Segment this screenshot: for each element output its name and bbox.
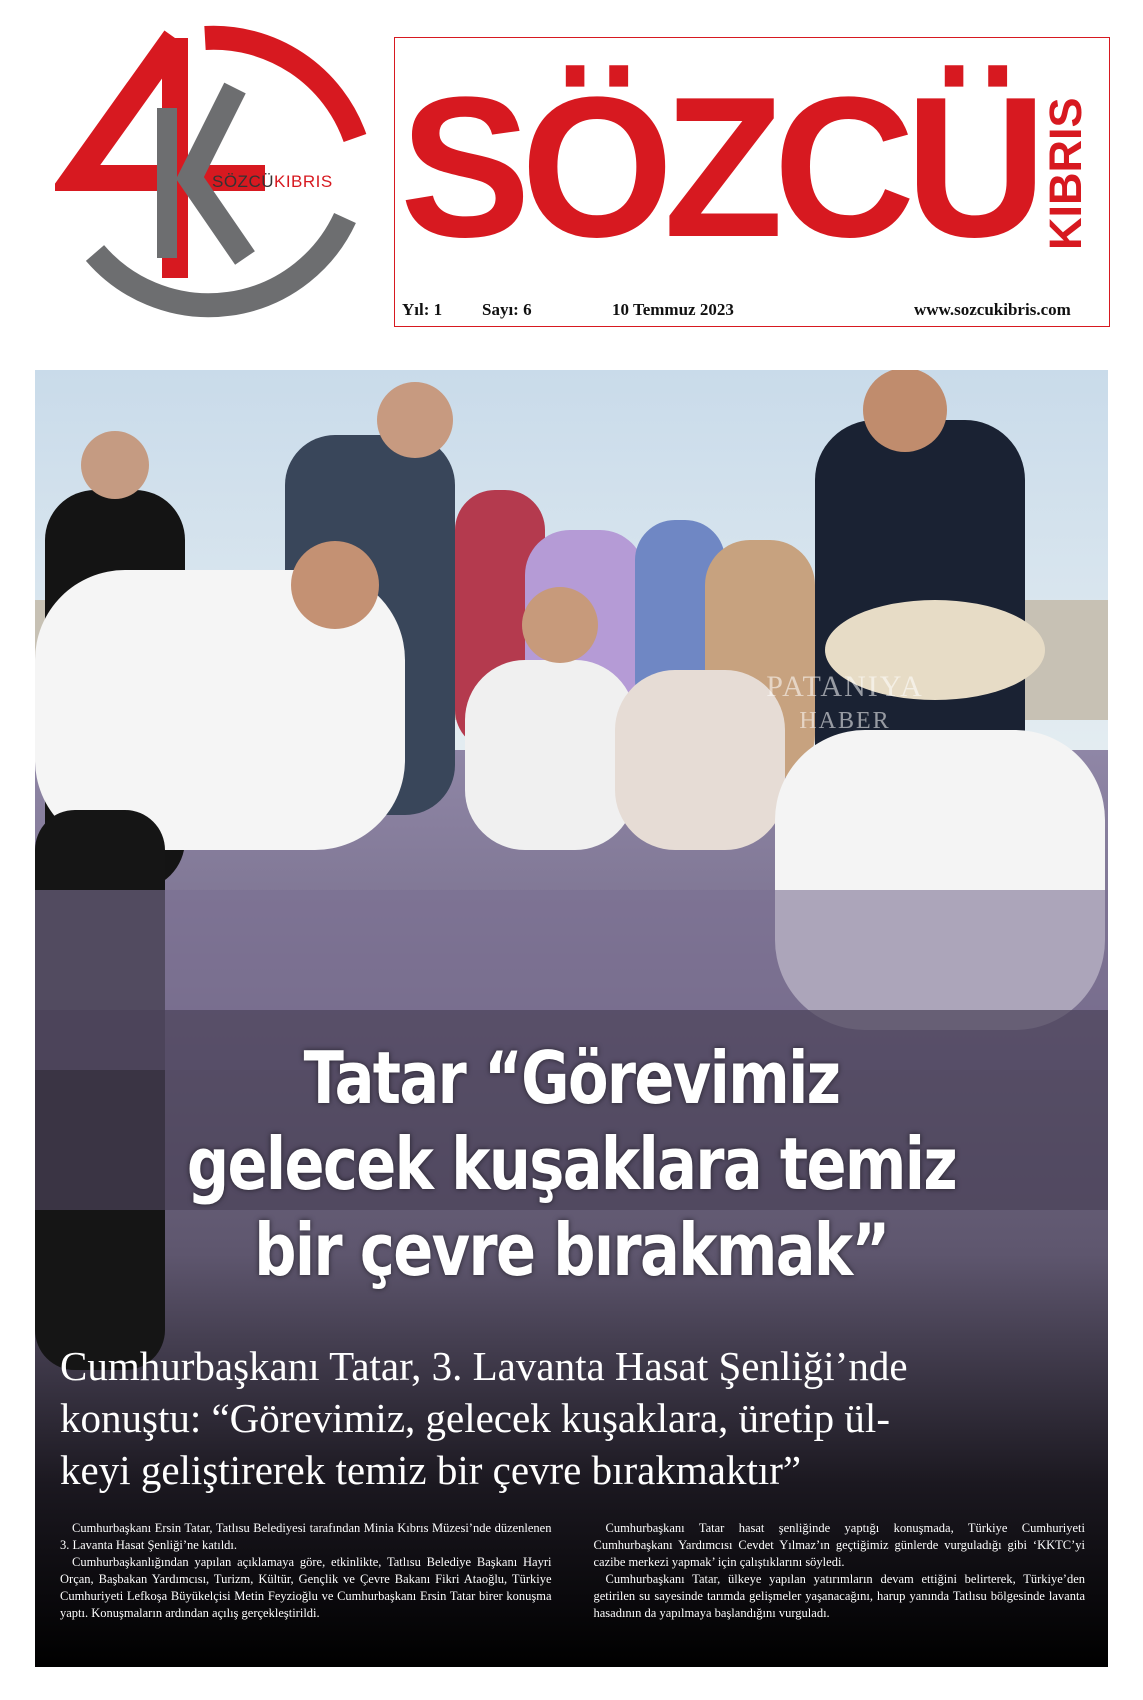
headline-line-3: bir çevre bırakmak” — [254, 1208, 889, 1292]
issue-label: Sayı: 6 — [482, 300, 532, 319]
article-paragraph: Cumhurbaşkanı Tatar, ülkeye yapılan yatırımların devam ettiğini belirterek, Türkiye’den getirilen su sayesinde tarımda gelişmeler yaşanacağını, harup yanında Tatlısu bölgesinde lavanta hasadının da yapılmaya başlandığını vurguladı. — [593, 1572, 1085, 1620]
article-body — [60, 1520, 1085, 1622]
date-label: 10 Temmuz 2023 — [612, 300, 734, 319]
subhead-line-3: keyi geliştirerek temiz bir çevre bırakmaktır” — [60, 1447, 802, 1493]
year-label: Yıl: 1 — [402, 300, 443, 319]
subhead-line-2: konuştu: “Görevimiz, gelecek kuşaklara, üretip ül- — [60, 1395, 890, 1441]
masthead — [0, 0, 1143, 355]
subhead-line-1: Cumhurbaşkanı Tatar, 3. Lavanta Hasat Şenliği’nde — [60, 1343, 908, 1389]
headline-line-2: gelecek kuşaklara temiz — [186, 1122, 957, 1206]
photo-watermark: PATANIYA HABER — [766, 670, 924, 734]
logo-small-text: SÖZCÜKIBRIS — [212, 172, 333, 191]
headline-line-1: Tatar “Görevimiz — [303, 1036, 840, 1120]
website-label[interactable]: www.sozcukibris.com — [914, 300, 1071, 319]
article-column-1 — [60, 1520, 552, 1622]
newspaper-name: SÖZCÜ — [400, 56, 1037, 279]
article-paragraph: Cumhurbaşkanı Ersin Tatar, Tatlısu Belediyesi tarafından Minia Kıbrıs Müzesi’nde düzenlenen 3. Lavanta Hasat Şenliği’ne katıldı. — [60, 1521, 552, 1552]
main-headline — [132, 1035, 1012, 1293]
article-paragraph: Cumhurbaşkanı Tatar hasat şenliğinde yaptığı konuşmada, Türkiye Cumhuriyeti Cumhurbaşkanı Yardımcısı Cevdet Yılmaz’ın geçtiğimiz günlerde vurguladığı gibi ‘KKTC’yi cazibe merkezi yapmak’ için çalıştıklarını söyledi. — [593, 1521, 1085, 1569]
article-paragraph: Cumhurbaşkanlığından yapılan açıklamaya göre, etkinlikte, Tatlısu Belediye Başkanı Hayri Orçan, Başbakan Yardımcısı, Turizm, Kültür, Gençlik ve Çevre Bakanı Fikri Ataoğlu, Türkiye Cumhuriyeti Lefkoşa Büyükelçisi Metin Feyzioğlu ve Cumhurbaşkanı Ersin Tatar birer konuşma yaptı. Konuşmaların ardından açılış gerçekleştirildi. — [60, 1555, 552, 1620]
newspaper-name-vertical: KIBRIS — [1040, 97, 1091, 250]
article-column-2 — [594, 1520, 1086, 1622]
subheadline — [60, 1340, 1090, 1496]
